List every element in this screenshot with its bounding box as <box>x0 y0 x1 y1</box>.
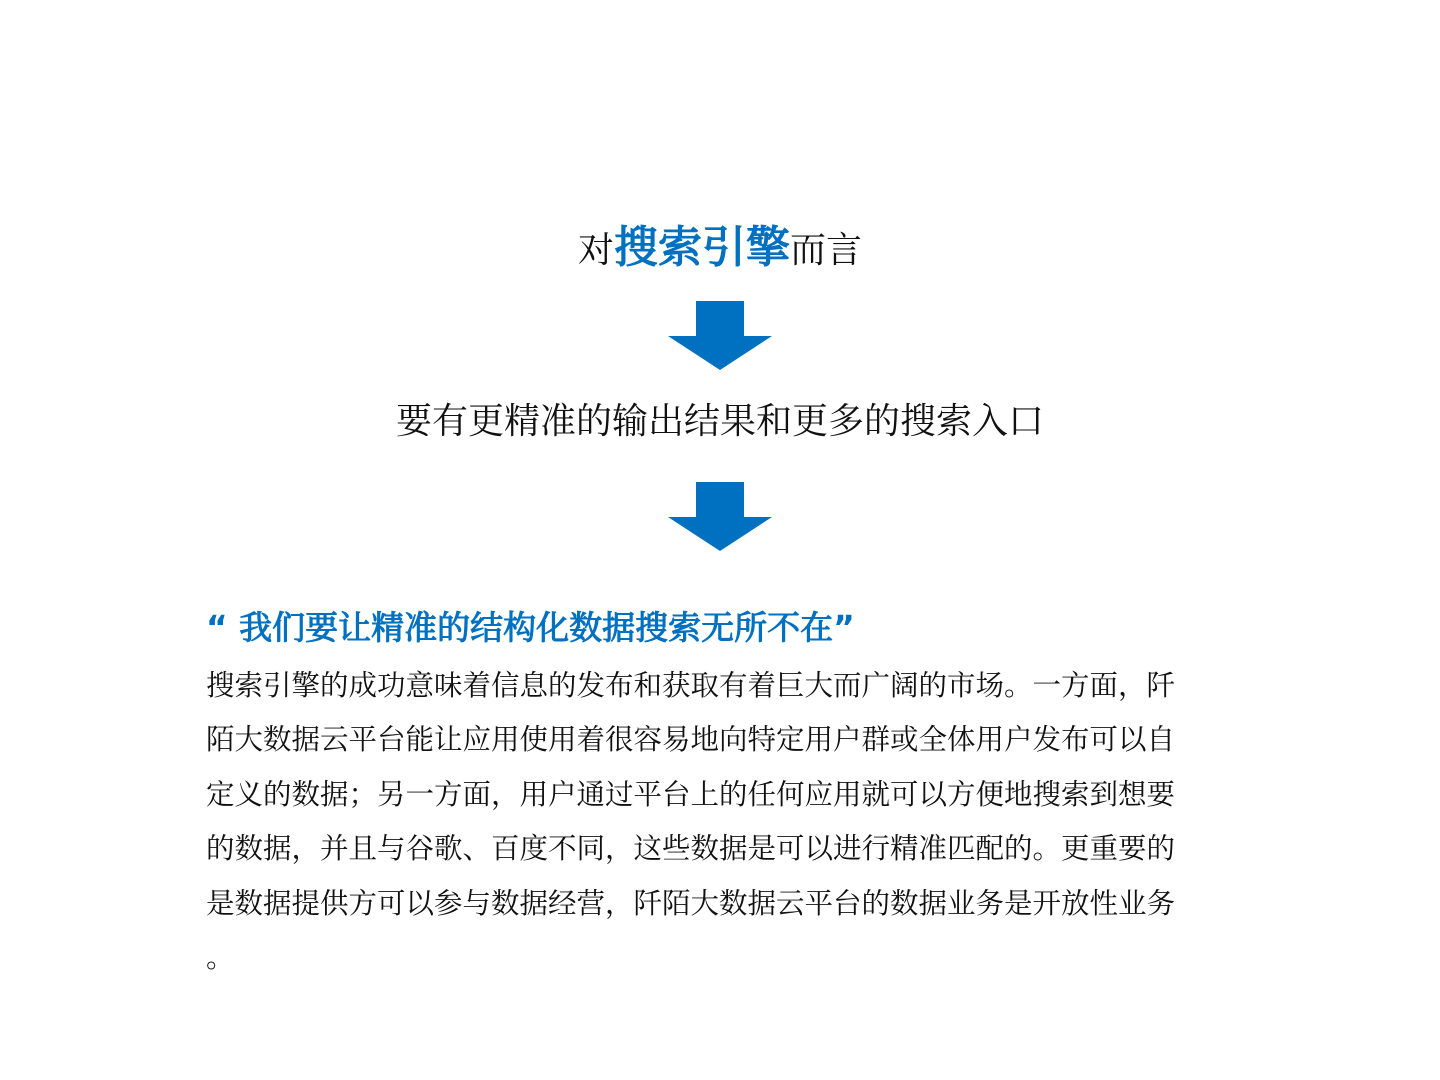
page-title <box>0 218 1440 281</box>
title-suffix: 而言 <box>790 230 863 271</box>
title-prefix: 对 <box>577 230 614 271</box>
down-arrow-icon <box>666 482 774 552</box>
body-paragraph <box>206 659 1236 985</box>
body-line: 陌大数据云平台能让应用使用着很容易地向特定用户群或全体用户发布可以自 <box>206 723 1176 757</box>
body-line: 是数据提供方可以参与数据经营，阡陌大数据云平台的数据业务是开放性业务 <box>206 886 1176 920</box>
body-line: 。 <box>206 941 235 975</box>
down-arrow-icon <box>666 301 774 371</box>
body-line: 搜索引擎的成功意味着信息的发布和获取有着巨大而广阔的市场。一方面，阡 <box>206 669 1176 702</box>
title-highlight: 搜索引擎 <box>614 222 790 273</box>
body-line: 定义的数据；另一方面，用户通过平台上的任何应用就可以方便地搜索到想要 <box>206 777 1176 811</box>
subheading: 要有更精准的输出结果和更多的搜索入口 <box>395 401 1044 442</box>
quote-heading: “ 我们要让精准的结构化数据搜索无所不在” <box>206 608 855 647</box>
body-line: 的数据，并且与谷歌、百度不同，这些数据是可以进行精准匹配的。更重要的 <box>206 832 1176 866</box>
